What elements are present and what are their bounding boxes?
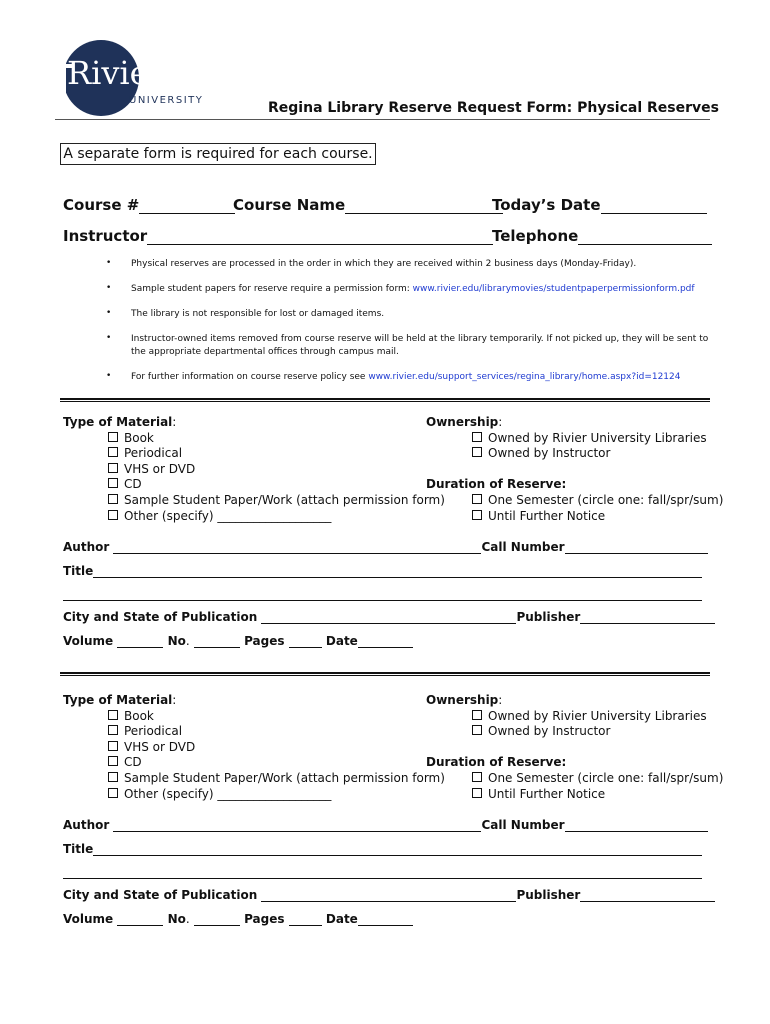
bullet-icon: • [106,283,112,293]
author-label: Author [63,818,110,832]
checkbox-label: One Semester (circle one: fall/spr/sum) [488,493,724,507]
checkbox-owned-by-library[interactable] [472,709,707,723]
volume-label: Volume [63,912,114,926]
call-number-line[interactable] [565,820,708,832]
checkbox-book[interactable] [108,431,154,445]
course-name-label: Course Name [233,196,346,214]
checkbox-vhs-dvd[interactable] [108,462,195,476]
course-number-field[interactable] [63,196,235,214]
author-label: Author [63,540,110,554]
author-line[interactable] [113,542,481,554]
checkbox-cd[interactable] [108,477,142,491]
bullet-text: Instructor-owned items removed from course reserve will be held at the library temporarily. If not picked up, they will be sent to the appropriate departmental offices through campus mail. [131,334,709,357]
checkbox-student-paper[interactable] [108,771,445,785]
checkbox-icon[interactable] [472,788,482,798]
checkbox-label: Book [124,431,154,445]
checkbox-label: VHS or DVD [124,740,196,754]
city-state-label: City and State of Publication [63,610,258,624]
call-number-line[interactable] [565,542,708,554]
checkbox-icon[interactable] [472,710,482,720]
course-number-label: Course # [63,196,140,214]
checkbox-one-semester[interactable] [472,493,723,507]
title-line[interactable] [93,566,702,578]
date-label: Date [325,634,358,648]
date-line[interactable] [358,636,413,648]
ownership-label [426,415,502,429]
rivier-logo [55,40,215,120]
type-label-text: Type of Material [63,415,173,429]
title-field[interactable] [63,842,702,856]
no-label: No [167,912,186,926]
bullet-text [131,371,711,384]
checkbox-other[interactable] [108,787,331,801]
telephone-line[interactable] [578,233,712,245]
bullet-text-part: For further information on course reserve policy see [131,372,369,382]
checkbox-label: Until Further Notice [488,787,606,801]
checkbox-label: Owned by Rivier University Libraries [488,709,707,723]
bullet-icon: • [106,333,112,343]
volume-row[interactable] [63,912,413,926]
logo-wordmark [67,54,164,92]
bullet-text-part: Sample student papers for reserve require a permission form: [131,284,413,294]
checkbox-icon[interactable] [108,463,118,473]
instructor-line[interactable] [147,233,493,245]
checkbox-icon[interactable] [108,772,118,782]
checkbox-periodical[interactable] [108,724,182,738]
material-section-2 [0,693,770,973]
pages-label: Pages [244,912,285,926]
publisher-label: Publisher [516,610,581,624]
checkbox-label: Until Further Notice [488,509,606,523]
checkbox-icon[interactable] [108,510,118,520]
ownership-label [426,693,502,707]
checkbox-icon[interactable] [472,510,482,520]
title-line[interactable] [93,844,702,856]
todays-date-line[interactable] [601,202,707,214]
checkbox-label: One Semester (circle one: fall/spr/sum) [488,771,724,785]
permission-form-link[interactable]: www.rivier.edu/librarymovies/studentpaperpermissionform.pdf [412,284,695,294]
title-label: Title [63,842,94,856]
call-number-label: Call Number [481,540,565,554]
checkbox-icon[interactable] [108,478,118,488]
checkbox-book[interactable] [108,709,154,723]
publisher-line[interactable] [580,612,715,624]
call-number-label: Call Number [481,818,565,832]
form-title: Regina Library Reserve Request Form: Physical Reserves [268,100,719,116]
city-state-label: City and State of Publication [63,888,258,902]
author-field[interactable] [63,540,708,554]
checkbox-label: Other (specify) ___________________ [124,787,332,801]
todays-date-field[interactable] [492,196,707,214]
no-label-dot: . [185,912,190,926]
course-number-line[interactable] [139,202,235,214]
checkbox-label: Sample Student Paper/Work (attach permission form) [124,493,445,507]
course-name-line[interactable] [345,202,503,214]
checkbox-vhs-dvd[interactable] [108,740,195,754]
date-line[interactable] [358,914,413,926]
telephone-field[interactable] [492,227,712,245]
author-field[interactable] [63,818,708,832]
title-rule [55,119,710,120]
volume-label: Volume [63,634,114,648]
title-label: Title [63,564,94,578]
checkbox-label: Other (specify) ___________________ [124,509,332,523]
checkbox-label: VHS or DVD [124,462,196,476]
pages-label: Pages [244,634,285,648]
course-name-field[interactable] [233,196,503,214]
ownership-label-text: Ownership [426,693,499,707]
type-label-colon: : [172,693,177,707]
notice-box: A separate form is required for each course. [60,143,376,165]
checkbox-label: Sample Student Paper/Work (attach permission form) [124,771,445,785]
author-line[interactable] [113,820,481,832]
reserve-policy-link[interactable]: www.rivier.edu/support_services/regina_library/home.aspx?id=12124 [368,372,681,382]
checkbox-label: Periodical [124,446,183,460]
type-of-material-label [63,693,176,707]
publisher-line[interactable] [580,890,715,902]
volume-line[interactable] [117,914,163,926]
material-section-1 [0,415,770,695]
checkbox-one-semester[interactable] [472,771,723,785]
checkbox-icon[interactable] [108,788,118,798]
city-state-line[interactable] [261,612,516,624]
checkbox-until-further-notice[interactable] [472,509,605,523]
checkbox-icon[interactable] [108,741,118,751]
no-label: No [167,634,186,648]
volume-row[interactable] [63,634,413,648]
checkbox-owned-by-instructor[interactable] [472,446,610,460]
checkbox-periodical[interactable] [108,446,182,460]
checkbox-icon[interactable] [108,494,118,504]
bullet-text: The library is not responsible for lost or damaged items. [131,309,385,319]
city-state-field[interactable] [63,610,715,624]
pages-line[interactable] [289,914,322,926]
logo-subtitle: UNIVERSITY [129,95,204,106]
checkbox-student-paper[interactable] [108,493,445,507]
section-divider [60,398,710,402]
todays-date-label: Today’s Date [492,196,601,214]
volume-line[interactable] [117,636,163,648]
no-line[interactable] [194,914,240,926]
checkbox-icon[interactable] [472,432,482,442]
checkbox-until-further-notice[interactable] [472,787,605,801]
checkbox-icon[interactable] [472,772,482,782]
duration-label: Duration of Reserve: [426,755,567,769]
checkbox-icon[interactable] [108,756,118,766]
checkbox-label: Book [124,709,154,723]
title-line-continued[interactable] [63,600,702,601]
instructor-label: Instructor [63,227,148,245]
instructor-field[interactable] [63,227,493,245]
checkbox-other[interactable] [108,509,331,523]
no-label-dot: . [185,634,190,648]
checkbox-owned-by-instructor[interactable] [472,724,610,738]
bullet-icon: • [106,258,112,268]
checkbox-label: Periodical [124,724,183,738]
ownership-label-colon: : [498,415,503,429]
pages-line[interactable] [289,636,322,648]
checkbox-icon[interactable] [108,432,118,442]
checkbox-cd[interactable] [108,755,142,769]
checkbox-icon[interactable] [108,447,118,457]
checkbox-icon[interactable] [472,494,482,504]
checkbox-label: CD [124,477,142,491]
type-label-colon: : [172,415,177,429]
checkbox-icon[interactable] [108,710,118,720]
bullet-text: Physical reserves are processed in the order in which they are received within 2 business days (Monday-Friday). [131,259,637,269]
checkbox-label: CD [124,755,142,769]
duration-label: Duration of Reserve: [426,477,567,491]
checkbox-owned-by-library[interactable] [472,431,707,445]
bullet-icon: • [106,371,112,381]
title-field[interactable] [63,564,702,578]
checkbox-label: Owned by Rivier University Libraries [488,431,707,445]
ownership-label-text: Ownership [426,415,499,429]
type-label-text: Type of Material [63,693,173,707]
checkbox-icon[interactable] [472,725,482,735]
city-state-line[interactable] [261,890,516,902]
logo-text: Rivier [67,54,164,92]
no-line[interactable] [194,636,240,648]
checkbox-icon[interactable] [472,447,482,457]
type-of-material-label [63,415,176,429]
checkbox-label: Owned by Instructor [488,724,611,738]
checkbox-label: Owned by Instructor [488,446,611,460]
publisher-label: Publisher [516,888,581,902]
city-state-field[interactable] [63,888,715,902]
ownership-label-colon: : [498,693,503,707]
bullet-text [131,283,711,296]
checkbox-icon[interactable] [108,725,118,735]
date-label: Date [325,912,358,926]
telephone-label: Telephone [492,227,579,245]
bullet-icon: • [106,308,112,318]
title-line-continued[interactable] [63,878,702,879]
